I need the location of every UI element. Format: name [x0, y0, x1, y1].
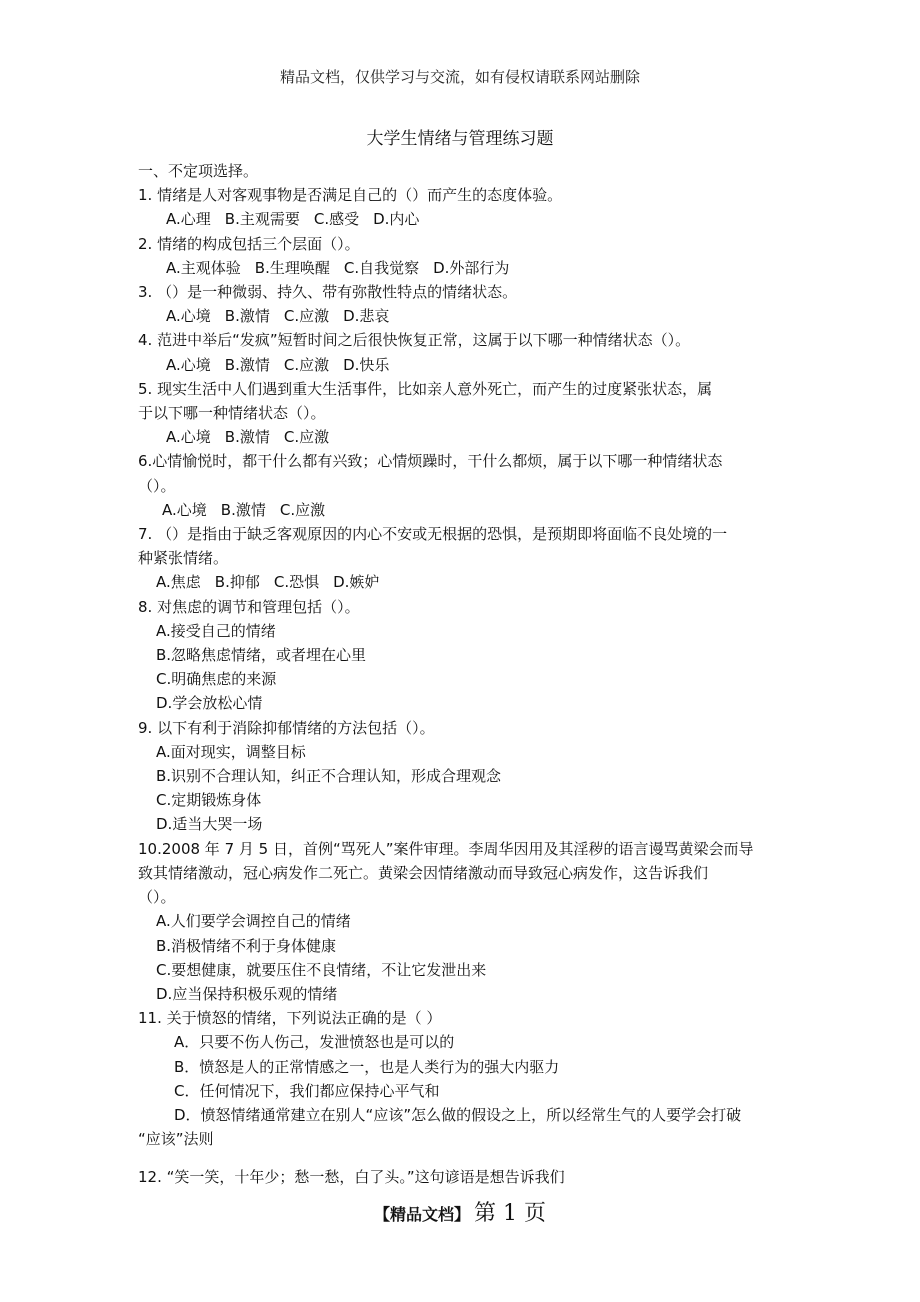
option: C.明确焦虑的来源	[156, 670, 277, 689]
question-3-options	[138, 304, 783, 328]
question-7-line-2: 种紧张情绪。	[138, 549, 229, 568]
option: A.人们要学会调控自己的情绪	[156, 912, 351, 931]
option: A.面对现实，调整目标	[156, 742, 306, 761]
question-7-options	[138, 570, 783, 594]
option: B.激情	[224, 428, 270, 447]
option-d-line-1: D．愤怒情绪通常建立在别人“应该”怎么做的假设之上，所以经常生气的人要学会打破	[174, 1105, 742, 1124]
option: C.应激	[283, 428, 330, 447]
question-5-options	[138, 425, 783, 449]
option: B.抑郁	[214, 573, 260, 592]
option: C.应激	[283, 355, 330, 374]
option-d-line-2: “应该”法则	[138, 1130, 214, 1149]
option: B．愤怒是人的正常情感之一，也是人类行为的强大内驱力	[174, 1057, 560, 1076]
question-1: 1. 情绪是人对客观事物是否满足自己的（）而产生的态度体验。	[138, 186, 563, 205]
question-6-options	[138, 498, 783, 522]
question-5-line-1: 5. 现实生活中人们遇到重大生活事件，比如亲人意外死亡，而产生的过度紧张状态，属	[138, 379, 713, 398]
option: C.应激	[279, 500, 326, 519]
option: D.悲哀	[343, 307, 390, 326]
page-header: 精品文档，仅供学习与交流，如有侵权请联系网站删除	[279, 68, 640, 86]
page-number: 第 1 页	[474, 1201, 546, 1226]
question-11: 11. 关于愤怒的情绪，下列说法正确的是（ ）	[138, 1009, 442, 1028]
option: B.识别不合理认知，纠正不合理认知，形成合理观念	[156, 767, 502, 786]
option: C.感受	[313, 210, 360, 229]
question-4: 4. 范进中举后“发疯”短暂时间之后很快恢复正常，这属于以下哪一种情绪状态（）。	[138, 331, 691, 350]
question-1-options	[138, 207, 783, 231]
option: C.自我觉察	[343, 258, 420, 277]
question-10-line-1: 10.2008 年 7 月 5 日，首例“骂死人”案件审理。李周华因用及其淫秽的语言谩骂黄梁会而导	[138, 839, 754, 858]
option: B.激情	[220, 500, 266, 519]
option: A.心境	[166, 428, 211, 447]
option: A.心境	[166, 355, 211, 374]
question-10-line-3: （）。	[138, 888, 176, 907]
question-2-options	[138, 256, 783, 280]
option: C.定期锻炼身体	[156, 791, 262, 810]
question-3: 3. （）是一种微弱、持久、带有弥散性特点的情绪状态。	[138, 283, 518, 302]
option: A.心境	[166, 307, 211, 326]
option: D.适当大哭一场	[156, 815, 263, 834]
option: A.心境	[162, 500, 207, 519]
footer-tag: 【精品文档】	[374, 1205, 471, 1224]
option: B.忽略焦虑情绪，或者埋在心里	[156, 646, 367, 665]
question-6-line-1: 6.心情愉悦时，都干什么都有兴致；心情烦躁时，干什么都烦，属于以下哪一种情绪状态	[138, 452, 723, 471]
option: A.焦虑	[156, 573, 201, 592]
question-6-line-2: （）。	[138, 476, 176, 495]
option: D.学会放松心情	[156, 694, 263, 713]
section-heading: 一、不定项选择。	[138, 162, 259, 180]
option: B.主观需要	[224, 210, 300, 229]
question-12: 12. “笑一笑，十年少；愁一愁，白了头。”这句谚语是想告诉我们	[138, 1168, 565, 1187]
question-7-line-1: 7. （）是指由于缺乏客观原因的内心不安或无根据的恐惧，是预期即将面临不良处境的一	[138, 525, 728, 544]
option: C．任何情况下，我们都应保持心平气和	[174, 1081, 440, 1100]
question-10-line-2: 致其情绪激动，冠心病发作二死亡。黄梁会因情绪激动而导致冠心病发作，这告诉我们	[138, 863, 709, 882]
option: D.内心	[373, 210, 420, 229]
option: C.应激	[283, 307, 330, 326]
question-2: 2. 情绪的构成包括三个层面（）。	[138, 234, 360, 253]
question-4-options	[138, 353, 783, 377]
option: B.消极情绪不利于身体健康	[156, 936, 337, 955]
option: B.激情	[224, 307, 270, 326]
option: A.主观体验	[166, 258, 241, 277]
question-list	[138, 159, 783, 1190]
option: B.生理唤醒	[254, 258, 330, 277]
page-footer	[0, 1196, 920, 1227]
question-5-line-2: 于以下哪一种情绪状态（）。	[138, 404, 326, 423]
option: D.快乐	[343, 355, 390, 374]
option: A.接受自己的情绪	[156, 621, 276, 640]
option: A.心理	[166, 210, 211, 229]
option: B.激情	[224, 355, 270, 374]
option: D.应当保持积极乐观的情绪	[156, 984, 338, 1003]
question-8: 8. 对焦虑的调节和管理包括（）。	[138, 597, 360, 616]
option: D.外部行为	[433, 258, 510, 277]
option: A．只要不伤人伤己，发泄愤怒也是可以的	[174, 1033, 455, 1052]
option: C.恐惧	[273, 573, 320, 592]
document-title: 大学生情绪与管理练习题	[366, 129, 554, 149]
option: D.嫉妒	[333, 573, 380, 592]
question-9: 9. 以下有利于消除抑郁情绪的方法包括（）。	[138, 718, 435, 737]
option: C.要想健康，就要压住不良情绪，不让它发泄出来	[156, 960, 487, 979]
